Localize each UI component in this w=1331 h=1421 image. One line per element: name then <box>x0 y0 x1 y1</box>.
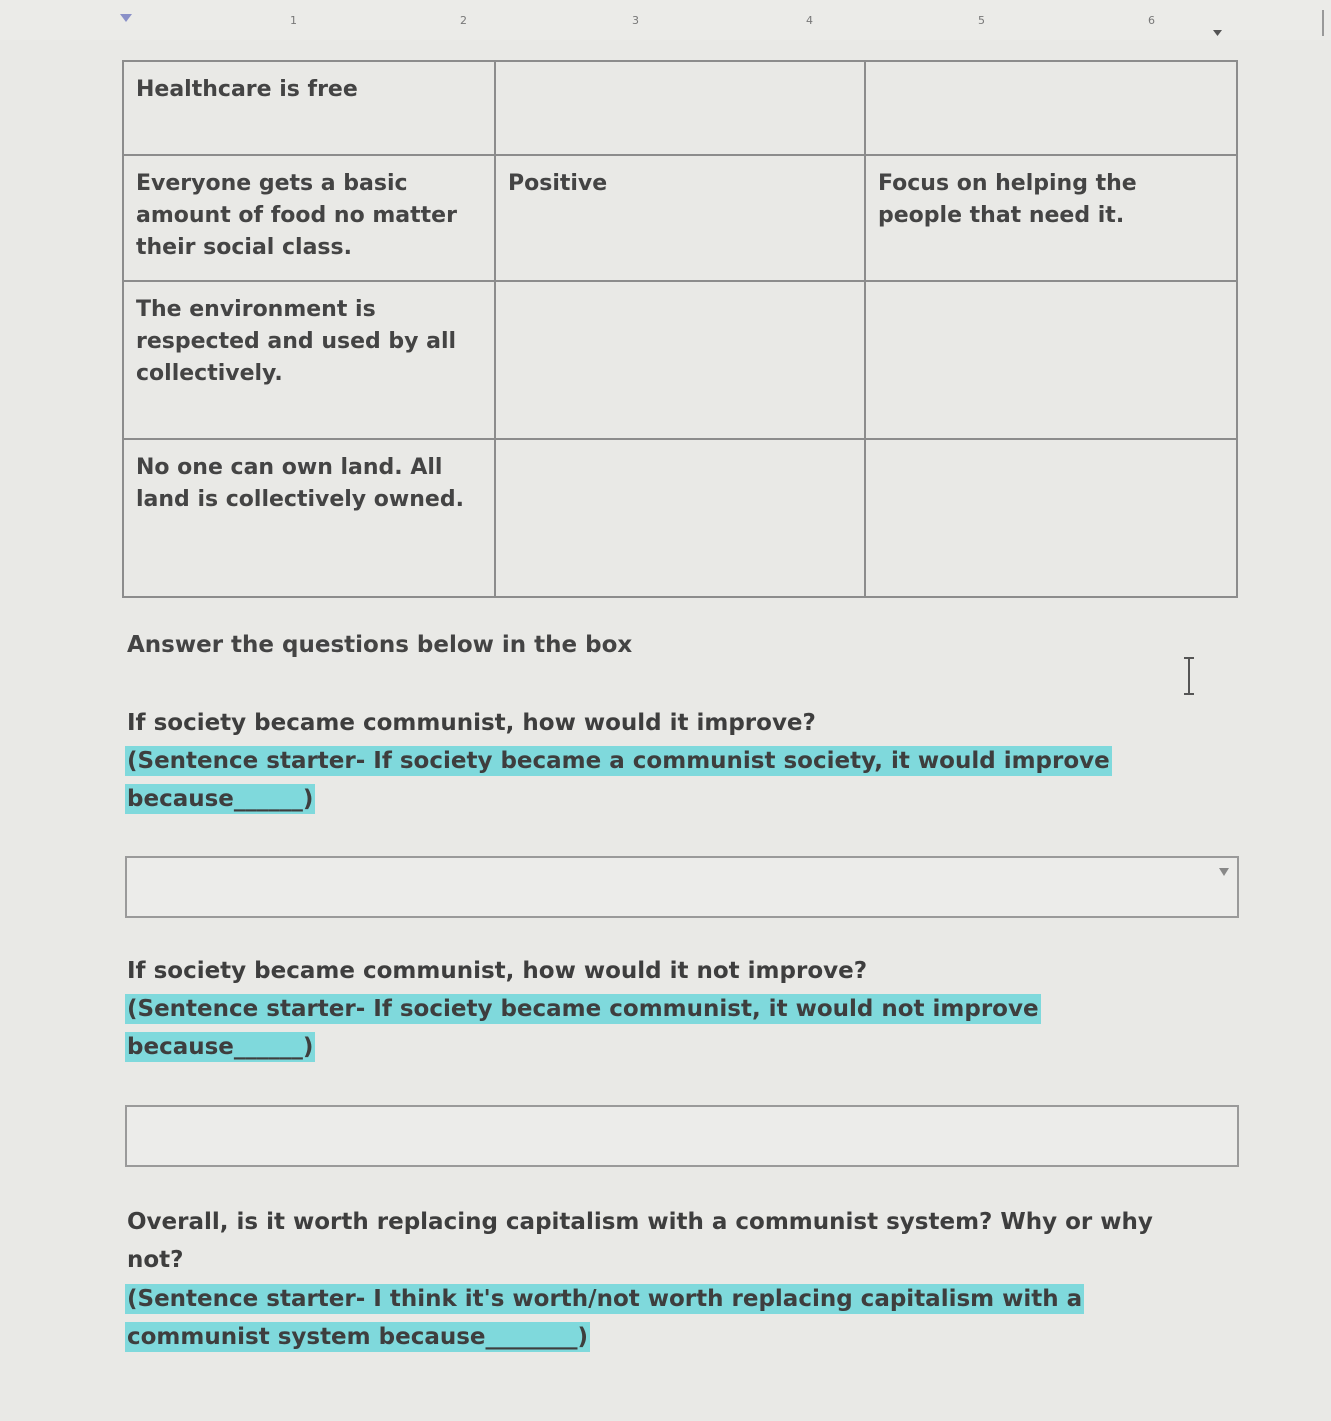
starter-close: ) <box>302 1034 314 1060</box>
sentence-starter-3 <box>125 1280 1084 1356</box>
starter-close: ) <box>302 786 314 812</box>
table-cell[interactable] <box>865 439 1237 597</box>
starter-blank: ______ <box>233 1034 303 1060</box>
table-cell[interactable]: Everyone gets a basic amount of food no matter their social class. <box>123 155 495 281</box>
ruler <box>0 0 1331 40</box>
table-row <box>123 155 1237 281</box>
table-cell[interactable]: Focus on helping the people that need it. <box>865 155 1237 281</box>
table-cell[interactable] <box>865 281 1237 439</box>
starter-line-end <box>125 1032 315 1062</box>
starter-line-end <box>125 784 315 814</box>
table-cell[interactable]: No one can own land. All land is collectively owned. <box>123 439 495 597</box>
table-cell[interactable] <box>865 61 1237 155</box>
text-cursor-icon <box>1181 656 1197 696</box>
ruler-tick: 2 <box>460 14 467 27</box>
question-3: Overall, is it worth replacing capitalism with a communist system? Why or why not? <box>127 1209 1153 1273</box>
table-row <box>123 61 1237 155</box>
ruler-tick: 6 <box>1148 14 1155 27</box>
answer-box-2[interactable] <box>125 1105 1239 1167</box>
ruler-edge <box>1322 10 1324 36</box>
scroll-down-icon[interactable] <box>1219 868 1229 876</box>
starter-blank: ________ <box>485 1324 578 1350</box>
right-margin-marker[interactable] <box>1213 30 1222 36</box>
ruler-tick: 5 <box>978 14 985 27</box>
starter-line: (Sentence starter- If society became communist, it would not improve <box>127 996 1039 1022</box>
sentence-starter-1 <box>125 742 1112 818</box>
comparison-table <box>122 60 1238 598</box>
ruler-tick: 1 <box>290 14 297 27</box>
question-2: If society became communist, how would it not improve? <box>127 958 868 984</box>
table-cell[interactable]: Healthcare is free <box>123 61 495 155</box>
starter-line-end <box>125 1322 590 1352</box>
table-row <box>123 281 1237 439</box>
starter-word: because <box>127 786 234 812</box>
starter-word: because <box>127 1034 234 1060</box>
table-cell[interactable] <box>495 439 865 597</box>
table-cell[interactable] <box>495 281 865 439</box>
table-row <box>123 439 1237 597</box>
ruler-tick: 4 <box>806 14 813 27</box>
starter-line: (Sentence starter- If society became a communist society, it would improve <box>127 748 1110 774</box>
question-1: If society became communist, how would it improve? <box>127 710 816 736</box>
answer-box-1[interactable] <box>125 856 1239 918</box>
table-cell[interactable] <box>495 61 865 155</box>
ruler-tick: 3 <box>632 14 639 27</box>
tab-stop-marker[interactable] <box>120 14 132 22</box>
starter-close: ) <box>577 1324 589 1350</box>
sentence-starter-2 <box>125 990 1041 1066</box>
starter-line: (Sentence starter- I think it's worth/not worth replacing capitalism with a <box>127 1286 1083 1312</box>
starter-word: communist system because <box>127 1324 486 1350</box>
instruction-text: Answer the questions below in the box <box>127 632 633 658</box>
table-cell[interactable]: Positive <box>495 155 865 281</box>
starter-blank: ______ <box>233 786 303 812</box>
table-cell[interactable]: The environment is respected and used by all collectively. <box>123 281 495 439</box>
